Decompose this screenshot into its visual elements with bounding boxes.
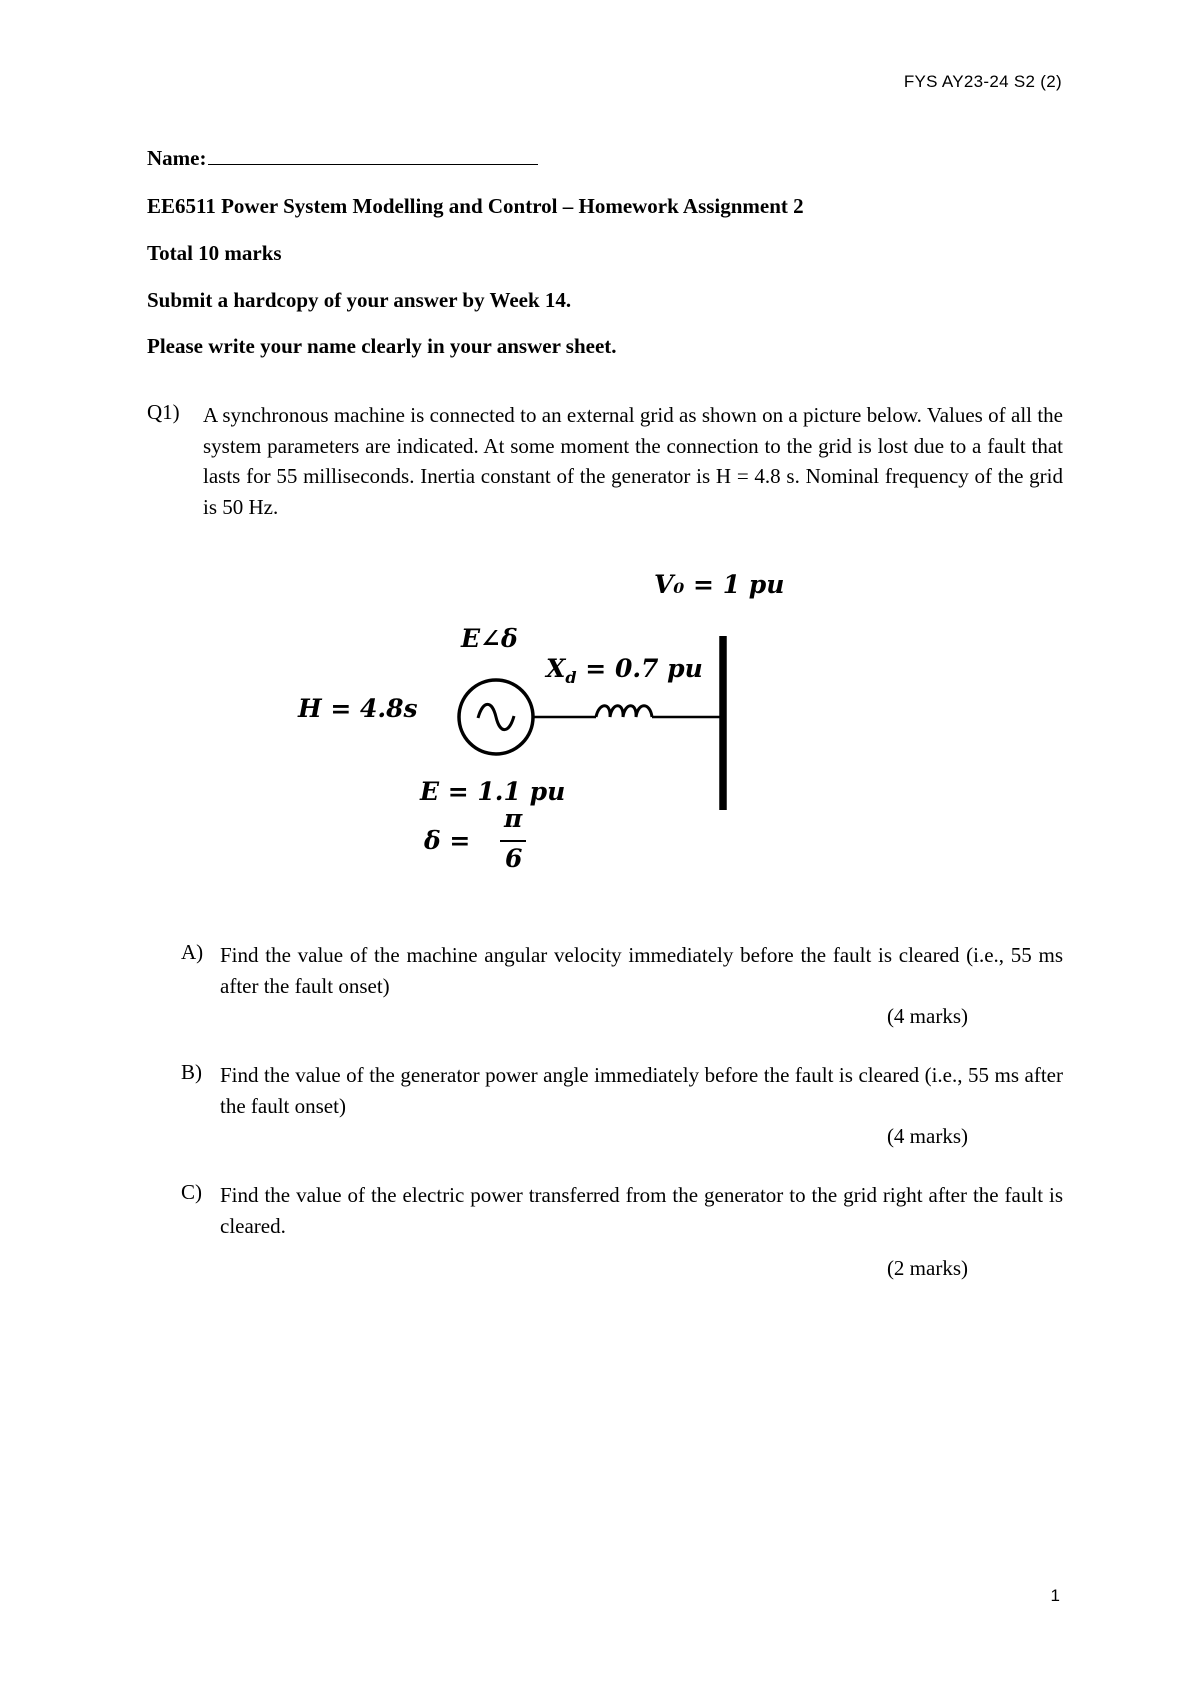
part-a-label: A): [181, 940, 204, 964]
document-code: FYS AY23-24 S2 (2): [903, 72, 1062, 91]
name-label: Name:: [147, 146, 207, 170]
reactance-symbol: X: [546, 654, 566, 683]
part-c-text: Find the value of the electric power transferred from the generator to the grid right after the fault is cleared.: [220, 1183, 1063, 1238]
inertia-label: H = 4.8s: [298, 694, 418, 723]
page-number: 1: [1050, 1586, 1060, 1605]
part-a-text: Find the value of the machine angular velocity immediately before the fault is cleared (i.e., 55 ms after the fault onset): [220, 943, 1063, 998]
fraction-bar: [500, 840, 526, 842]
reactance-value: = 0.7 pu: [576, 654, 703, 683]
part-a-marks: (4 marks): [886, 1004, 968, 1028]
part-c-label: C): [181, 1180, 202, 1204]
question-text: A synchronous machine is connected to an external grid as shown on a picture below. Values of all the system parameters are indicated. At some moment the connection to the grid is lost due to a fault that lasts for 55 milliseconds. Inertia constant of the generator is H = 4.8 s. Nominal frequency of the grid is 50 Hz.: [203, 403, 1063, 519]
angle-label: δ =: [424, 826, 471, 855]
reactance-inductor: [596, 706, 652, 717]
name-underline: [208, 146, 538, 165]
submission-instruction: Submit a hardcopy of your answer by Week 14.: [147, 288, 572, 312]
part-b-text: Find the value of the generator power angle immediately before the fault is cleared (i.e., 55 ms after the fault onset): [220, 1063, 1063, 1118]
angle-denominator: 6: [505, 844, 523, 873]
part-c-marks: (2 marks): [886, 1256, 968, 1280]
assignment-title: EE6511 Power System Modelling and Control – Homework Assignment 2: [147, 194, 804, 218]
angle-numerator: π: [504, 804, 523, 833]
ac-wave-icon: [478, 704, 514, 729]
name-instruction: Please write your name clearly in your answer sheet.: [147, 334, 617, 358]
total-marks: Total 10 marks: [147, 241, 282, 265]
part-b-label: B): [181, 1060, 202, 1084]
name-field: [147, 146, 538, 171]
generator-symbol: [459, 680, 533, 754]
reactance-subscript: d: [565, 668, 577, 687]
part-b-marks: (4 marks): [886, 1124, 968, 1148]
grid-voltage-label: V₀ = 1 pu: [654, 570, 785, 599]
reactance-label: [546, 654, 703, 687]
emf-angle-label: E∠δ: [461, 624, 518, 653]
question-number: Q1): [147, 400, 180, 424]
emf-value-label: E = 1.1 pu: [420, 777, 566, 806]
